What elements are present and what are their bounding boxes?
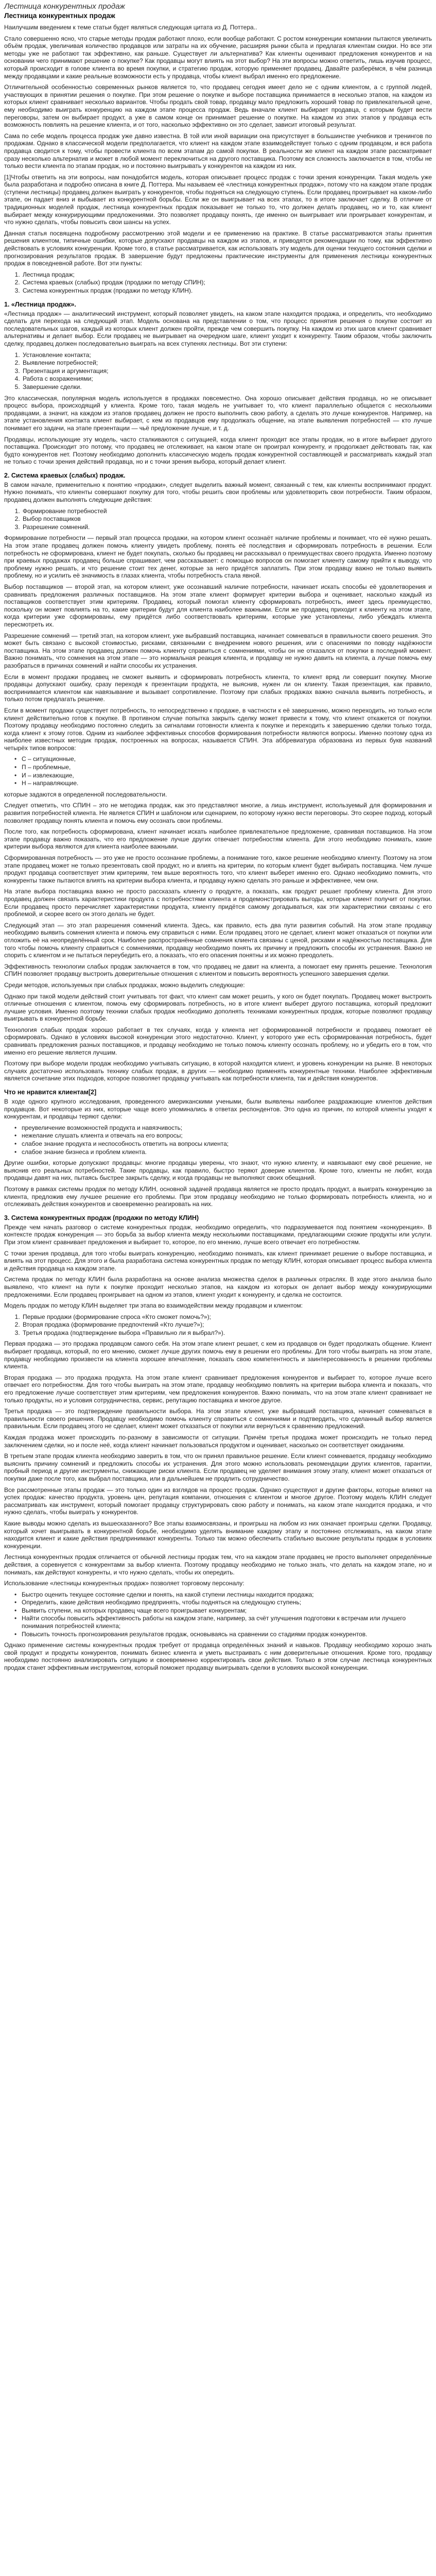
section-heading: Что не нравится клиентам[2] xyxy=(4,1089,97,1096)
paragraph: Поэтому в рамках системы продаж по методу КЛИН, основной задачей продавца является не просто продать продукт, а выиграть конкуренцию за клиента, предложив ему лучшее решение его проблемы. При этом продавцу необходимо не только формировать потребность клиента, но и отслеживать действия конкурентов и своевременно реагировать на них. xyxy=(4,1185,432,1208)
bulleted-list xyxy=(4,755,432,787)
list-item: 1. Первые продажи (формирование спроса «Кто сможет помочь?»); xyxy=(22,1313,432,1321)
list-item: 2. Выбор поставщиков xyxy=(22,515,432,523)
paragraph: Данная статья посвящена подробному рассмотрению этой модели и ее применению на практике. В статье рассматриваются этапы принятия решения клиентом, типичные ошибки, которые допускают продавцы на каждом из этапов, и приводятся рекомендации по тому, как эффективно действовать в условиях конкуренции. Кроме того, в статье рассматривается, как использовать эту модель для оценки текущего состояния сделки и прогнозирования результатов продаж. В завершение будут предложены практические инструменты для применения лестницы конкурентных продаж в повседневной работе. Вот эти пункты: xyxy=(4,229,432,267)
paragraph: Разрешение сомнений — третий этап, на котором клиент, уже выбравший поставщика, начинает сомневаться в правильности своего решения. Это может быть связано с высокой стоимостью, рисками, связанными с внедрением нового решения, или с опасениями по поводу надёжности поставщика. На этом этапе продавец должен помочь клиенту справиться с сомнениями, чтобы он не отказался от покупки в последний момент. Важно понимать, что сомнения на этом этапе — это нормальная реакция клиента, и продавцу не нужно давить на клиента, а лучше помочь ему разобраться в причинах сомнений и найти способы их устранения. xyxy=(4,632,432,669)
paragraph: Отличительной особенностью современных рынков является то, что продавец сегодня имеет дело не с одним клиентом, а с группой людей, участвующих в принятии решения о покупке. При этом решение о покупке и выборе поставщика принимается в несколько этапов, на каждом из которых клиент сравнивает несколько вариантов. Чтобы продать свой товар, продавцу мало предложить хороший товар по привлекательной цене, ему необходимо выиграть конкуренцию на каждом этапе процесса продаж. Ведь вначале клиент выбирает продавца, с которым будет вести переговоры, затем он выбирает продукт, а уже в самом конце он принимает решение о покупке. На каждом из этих этапов у продавца есть возможность повлиять на решение клиента, и от того, насколько эффективно он это сделает, зависит итоговый результат. xyxy=(4,83,432,129)
list-item: • нежелание слушать клиента и отвечать на его вопросы; xyxy=(22,1132,432,1140)
list-item: • Выявить ступени, на которых продавец чаще всего проигрывает конкурентам; xyxy=(22,1607,432,1615)
paragraph: Однако применение системы конкурентных продаж требует от продавца определённых знаний и навыков. Продавцу необходимо хорошо знать свой продукт и продукты конкурентов, понимать бизнес клиента и уметь выстраивать с ним доверительные отношения. Кроме того, продавцу необходимо постоянно анализировать ситуацию и своевременно корректировать свои действия. Только в этом случае лестница конкурентных продаж станет эффективным инструментом, который поможет продавцу выигрывать сделки в условиях высокой конкуренции. xyxy=(4,1641,432,1672)
section-heading: 1. «Лестница продаж». xyxy=(4,300,76,308)
list-item: 1. Лестница продаж; xyxy=(22,271,432,279)
paragraph: Лестница конкурентных продаж отличается от обычной лестницы продаж тем, что на каждом этапе продавец не просто выполняет определённые действия, а соревнуется с конкурентами за выбор клиента. Поэтому продавцу необходимо не только знать, что делать на каждом этапе, но и понимать, как действуют конкуренты, и что нужно сделать, чтобы их опередить. xyxy=(4,1553,432,1576)
paragraph: Если в момент продажи продавец не сможет выявить и сформировать потребность клиента, то клиент вряд ли совершит покупку. Многие продавцы допускают ошибку, сразу переходя к презентации продукта, не выяснив, нужен ли он клиенту. Такая презентация, как правило, воспринимается клиентом как навязывание и вызывает сопротивление. Поэтому при слабых продажах важно сначала выявить потребность, и только потом предлагать решение. xyxy=(4,673,432,703)
paragraph: Система продаж по методу КЛИН была разработана на основе анализа множества сделок в различных отраслях. В ходе этого анализа было выявлено, что клиент на пути к покупке проходит несколько этапов, на каждом из которых он делает выбор между конкурирующими предложениями. Если продавец проигрывает на одном из этапов, клиент уходит к конкуренту, и сделка не состоится. xyxy=(4,1276,432,1298)
paragraph: Другие ошибки, которые допускают продавцы: многие продавцы уверены, что знают, что нужно клиенту, и навязывают ему своё решение, не выяснив его реальных потребностей. Такие продавцы, как правило, быстро теряют доверие клиентов. Кроме того, клиенты не любят, когда продавцы давят на них, пытаясь быстрее закрыть сделку, и когда продавцы не выполняют своих обещаний. xyxy=(4,1159,432,1182)
paragraph: В третьем этапе продаж клиента необходимо заверить в том, что он принял правильное решение. Если клиент сомневается, продавцу необходимо выяснить причину сомнений и предложить способы их устранения. Для этого можно использовать рекомендации других клиентов, гарантии, пробный период и другие инструменты, снижающие риски клиента. Если продавец не уделяет внимания этому этапу, клиент может отказаться от покупки даже после того, как выбрал поставщика, или в дальнейшем не продлить сотрудничество. xyxy=(4,1452,432,1482)
list-item: • Повысить точность прогнозирования результатов продаж, основываясь на сравнении со стадиями продаж конкурентов. xyxy=(22,1631,432,1638)
paragraph: Эффективность технологии слабых продаж заключается в том, что продавец не давит на клиента, а помогает ему принять решение. Технология СПИН позволяет продавцу выстроить доверительные отношения с клиентом и повысить вероятность успешного завершения сделки. xyxy=(4,962,432,978)
numbered-list xyxy=(4,351,432,391)
list-item: • П – проблемные, xyxy=(22,764,432,771)
paragraph: Первая продажа — это продажа продавцом самого себя. На этом этапе клиент решает, с кем из продавцов он будет продолжать общение. Клиент выбирает продавца, который, по его мнению, сможет лучше других помочь ему в решении его проблемы. Для того чтобы выиграть на этом этапе, продавцу необходимо произвести на клиента хорошее впечатление, показать свою компетентность и заинтересованность в решении проблемы клиента. xyxy=(4,1340,432,1370)
article-body xyxy=(4,24,432,1672)
bulleted-list xyxy=(4,1124,432,1156)
paragraph: На этапе выбора поставщика важно не просто рассказать клиенту о продукте, а показать, как продукт решает проблему клиента. Для этого продавец должен связать характеристики продукта с потребностями клиента и продемонстрировать выгоды, которые клиент получит от покупки. Если продавец просто перечисляет характеристики продукта, клиенту придётся самому догадываться, как эти характеристики связаны с его проблемой, и скорее всего он этого делать не будет. xyxy=(4,888,432,918)
numbered-list xyxy=(4,271,432,295)
document-title: Лестница конкурентных продаж xyxy=(4,2,125,11)
list-item: • Быстро оценить текущее состояние сделки и понять, на какой ступени лестницы находится продажа; xyxy=(22,1591,432,1599)
paragraph: Среди методов, используемых при слабых продажах, можно выделить следующие: xyxy=(4,981,245,989)
paragraph: Прежде чем начать разговор о системе конкурентных продаж, необходимо определить, что подразумевается под понятием «конкуренция». В контексте продаж конкуренция — это борьба за выбор клиента между несколькими поставщиками, предлагающими схожие продукты или услуги. При этом клиент сравнивает предложения и выбирает то, которое, по его мнению, лучше всего отвечает его потребностям. xyxy=(4,1223,432,1246)
section-heading: 3. Система конкурентных продаж (продажи по методу КЛИН) xyxy=(4,1214,199,1222)
list-item: • слабое знание продукта и неспособность ответить на вопросы клиента; xyxy=(22,1140,432,1148)
paragraph: Модель продаж по методу КЛИН выделяет три этапа во взаимодействии между продавцом и клиентом: xyxy=(4,1302,303,1310)
paragraph: Следует отметить, что СПИН – это не методика продаж, как это представляют многие, а лишь инструмент, используемый для формирования и развития потребностей клиента. Не является СПИН и шаблоном или сценарием, по которому нужно вести переговоры. Это скорее подход, который позволяет продавцу понять клиента и помочь ему осознать свои проблемы. xyxy=(4,802,432,824)
list-item: • Н – направляющие. xyxy=(22,779,432,787)
list-item: 3. Разрешение сомнений. xyxy=(22,523,432,531)
list-item: • слабое знание бизнеса и проблем клиента. xyxy=(22,1148,432,1156)
numbered-list xyxy=(4,1313,432,1337)
list-item: • Найти способы повысить эффективность работы на каждом этапе, например, за счёт улучшения подготовки к встречам или лучшего понимания потребностей клиента; xyxy=(22,1615,432,1630)
paragraph: После того, как потребность сформирована, клиент начинает искать наиболее привлекательное предложение, сравнивая поставщиков. На этом этапе продавцу важно показать, что его предложение лучше других отвечает потребностям клиента. Для этого необходимо понимать, какие критерии выбора являются для клиента наиболее важными. xyxy=(4,828,432,851)
list-item: 1. Формирование потребностей xyxy=(22,507,432,515)
list-item: 2. Выявление потребностей; xyxy=(22,359,432,367)
list-item: 4. Работа с возражениями; xyxy=(22,375,432,383)
list-item: 2. Система краевых (слабых) продаж (продажи по методу СПИН); xyxy=(22,279,432,286)
paragraph: В ходе одного крупного исследования, проведенного американскими учеными, были выявлены наиболее раздражающие клиентов действия продавцов. Вот некоторые из них, которые чаще всего упоминались в ответах респондентов. Это одна из причин, по которой клиенты уходят к конкурентам, и продавцы теряют сделки: xyxy=(4,1098,432,1121)
paragraph: Технология слабых продаж хорошо работает в тех случаях, когда у клиента нет сформированной потребности и продавец помогает её сформировать. Однако в условиях высокой конкуренции этого недостаточно. Клиент, у которого уже есть сформированная потребность, будет сравнивать предложения разных поставщиков, и продавцу необходимо не только помочь клиенту осознать проблему, но и убедить его в том, что именно его решение является лучшим. xyxy=(4,1026,432,1056)
paragraph: [1]Чтобы ответить на эти вопросы, нам понадобится модель, которая описывает процесс продаж с точки зрения конкуренции. Такая модель уже была разработана и подробно описана в книге Д. Поттера. Мы называем её «лестница конкурентных продаж», потому что на каждом этапе продаж (ступени лестницы) продавец должен выиграть у конкурентов, чтобы подняться на следующую ступень. Если продавец проигрывает на каком-либо этапе, он падает вниз и выбывает из конкурентной борьбы. Если же он выигрывает на всех этапах, то в итоге заключает сделку. В отличие от традиционных моделей продаж, лестница конкурентных продаж показывает не только то, что должен делать продавец, но и то, как клиент выбирает между конкурирующими предложениями. Это позволяет продавцу понять, где именно он выигрывает или проигрывает конкурентам, и что нужно сделать, чтобы повысить свои шансы на успех. xyxy=(4,173,432,226)
paragraph: С точки зрения продавца, для того чтобы выиграть конкуренцию, необходимо понимать, как клиент принимает решение о выборе поставщика, и влиять на этот процесс. Для этого и была разработана система конкурентных продаж по методу КЛИН, которая описывает процесс выбора клиента и действия продавца на каждом этапе. xyxy=(4,1249,432,1272)
list-item: • Определить, какие действия необходимо предпринять, чтобы подняться на следующую ступень; xyxy=(22,1599,432,1606)
paragraph: Выбор поставщиков — второй этап, на котором клиент, уже осознавший наличие потребности, начинает искать способы её удовлетворения и сравнивать предложения различных поставщиков. На этом этапе клиент формирует критерии выбора и оценивает, насколько каждый из поставщиков соответствует этим критериям. Продавец, который помогал клиенту сформировать потребность, имеет здесь преимущество, поскольку он может повлиять на то, какие критерии будут для клиента наиболее важными. Если же продавец приходит к клиенту на этом этапе, когда критерии уже сформированы, ему придётся либо соответствовать критериям, которые уже установлены, либо убеждать клиента пересмотреть их. xyxy=(4,583,432,628)
list-item: 3. Презентация и аргументация; xyxy=(22,367,432,375)
list-item: 2. Вторая продажа (формирование предпочтений «Кто лучше?»); xyxy=(22,1321,432,1329)
paragraph: Формирование потребности — первый этап процесса продажи, на котором клиент осознаёт наличие проблемы и понимает, что её нужно решать. На этом этапе продавец должен помочь клиенту увидеть проблему, понять её последствия и сформировать потребность в решении. Если потребность не сформирована, клиент не будет покупать, сколько бы продавец ни рассказывал о преимуществах своего продукта. Именно поэтому при краевых продажах продавец больше спрашивает, чем рассказывает: с помощью вопросов он помогает клиенту самому прийти к выводу, что проблему нужно решать, и что решение стоит тех денег, которые за него придётся заплатить. При этом продавцу важно не только выявить проблему, но и усилить её значимость в глазах клиента, чтобы потребность стала явной. xyxy=(4,534,432,580)
list-item: • С – ситуационные, xyxy=(22,755,432,763)
paragraph: Сама по себе модель процесса продаж уже давно известна. В той или иной вариации она присутствует в большинстве учебников и тренингов по продажам. Однако в классической модели предполагается, что клиент на каждом этапе взаимодействует только с одним продавцом, и вся работа продавца сводится к тому, чтобы провести клиента по всем этапам до самой покупки. В реальности же клиент на каждом этапе рассматривает сразу несколько альтернатив и может в любой момент переключиться на другого поставщика. Поэтому вся сложность заключается в том, чтобы не только вести клиента по этапам продаж, но и постоянно выигрывать у конкурентов на каждом из них. xyxy=(4,132,432,170)
list-item: 3. Третья продажа (подтверждение выбора «Правильно ли я выбрал?»). xyxy=(22,1329,432,1337)
bulleted-list xyxy=(4,1591,432,1638)
paragraph: Использование «лестницы конкурентных продаж» позволяет торговому персоналу: xyxy=(4,1580,245,1587)
list-item: • И – извлекающие, xyxy=(22,772,432,779)
paragraph: Поэтому при выборе модели продаж необходимо учитывать ситуацию, в которой находится клиент, и уровень конкуренции на рынке. В некоторых случаях достаточно использовать технику слабых продаж, в других — необходимо применять конкурентные техники. Наиболее эффективным является сочетание этих подходов, которое позволяет продавцу учитывать как потребности клиента, так и действия конкурентов. xyxy=(4,1060,432,1082)
paragraph: «Лестница продаж» — аналитический инструмент, который позволяет увидеть, на каком этапе находится продажа, и определить, что необходимо сделать для перехода на следующий этап. Модель основана на представлении о том, что процесс принятия решения о покупке состоит из последовательных шагов, каждый из которых клиент должен пройти, прежде чем совершить покупку. На каждом из этих шагов клиент сравнивает альтернативы и делает выбор. Если продавец не выигрывает на очередном шаге, клиент уходит к конкуренту. Таким образом, чтобы заключить сделку, продавец должен последовательно выиграть на всех ступенях лестницы. Вот эти ступени: xyxy=(4,310,432,347)
paragraph: Если в момент продажи существует потребность, то непосредственно к продаже, в частности к её завершению, можно переходить, но только если клиент действительно готов к покупке. В противном случае попытка закрыть сделку может привести к тому, что клиент откажется от покупки. Поэтому продавцу необходимо постоянно следить за сигналами готовности клиента к покупке и переходить к завершению сделки только тогда, когда клиент к этому готов. Одним из наиболее эффективных способов формирования потребности являются вопросы. Именно поэтому одна из наиболее известных методик продаж, построенных на вопросах, называется СПИН. Эта аббревиатура образована из первых букв названий четырёх типов вопросов: xyxy=(4,706,432,752)
section-heading: 2. Система краевых (слабых) продаж. xyxy=(4,471,126,479)
paragraph: Вторая продажа — это продажа продукта. На этом этапе клиент сравнивает предложения конкурентов и выбирает то, которое лучше всего отвечает его потребностям. Для того чтобы выиграть на этом этапе, продавцу необходимо повлиять на критерии выбора клиента и показать, что его предложение лучше соответствует этим критериям, чем предложения конкурентов. Важно понимать, что на этом этапе клиент сравнивает не только продукты, но и условия сотрудничества, сервис, репутацию поставщика и многое другое. xyxy=(4,1374,432,1404)
list-item: • преувеличение возможностей продукта и навязчивость; xyxy=(22,1124,432,1132)
paragraph: которые задаются в определенной последовательности. xyxy=(4,790,167,798)
article-title: Лестница конкурентных продаж xyxy=(4,12,115,20)
paragraph: Все рассмотренные этапы продаж — это только один из взглядов на процесс продаж. Однако существуют и другие факторы, которые влияют на успех продаж: качество продукта, уровень цен, репутация компании, отношения с клиентом и многое другое. Поэтому модель КЛИН следует рассматривать как инструмент, который помогает продавцу структурировать свою работу и понимать, на каком этапе находится продажа, и что нужно сделать, чтобы выиграть у конкурентов. xyxy=(4,1486,432,1516)
paragraph: Стало совершенно ясно, что старые методы продаж работают плохо, если вообще работают. С ростом конкуренции компании пытаются увеличить объём продаж, увеличивая количество продавцов или затраты на их обучение, расширяя рынки сбыта и предлагая клиентам скидки. Но все эти методы уже не работают так эффективно, как раньше. Существует ли альтернатива? Как клиенты оценивают предложения конкурентов и на основании чего принимают решение о покупке? Как продавцы могут влиять на этот выбор? На эти вопросы можно ответить, лишь изучив процесс, который происходит в голове клиента во время покупки, и стратегию продаж, которую применяет продавец. Давайте разберёмся, в чём разница между продавцами и какие реальные возможности есть у продавца, чтобы клиент выбрал именно его предложение. xyxy=(4,35,432,80)
paragraph: Однако при такой модели действий стоит учитывать тот факт, что клиент сам может решить, у кого он будет покупать. Продавец может выстроить отличные отношения с клиентом, помочь ему сформировать потребность, но в итоге клиент выберет другого поставщика, который предложит лучшие условия. Именно поэтому техники слабых продаж необходимо дополнять техниками конкурентных продаж, которые позволяют продавцу выигрывать в конкурентной борьбе. xyxy=(4,992,432,1023)
numbered-list xyxy=(4,507,432,531)
paragraph: В самом начале, применительно к понятию «продажи», следует выделить важный момент, связанный с тем, как клиенты воспринимают продукт. Нужно понимать, что клиенты совершают покупку для того, чтобы решить свои проблемы или удовлетворить свои потребности. Таким образом, продавец должен выполнять следующие действия: xyxy=(4,481,432,504)
paragraph: Каждая продажа может происходить по-разному в зависимости от ситуации. Причём третья продажа может происходить не только перед заключением сделки, но и после неё, когда клиент начинает пользоваться продуктом и оценивает, насколько он соответствует ожиданиям. xyxy=(4,1434,432,1449)
paragraph: Какие выводы можно сделать из вышесказанного? Все этапы взаимосвязаны, и проигрыш на любом из них означает проигрыш сделки. Продавцу, который хочет выигрывать в конкурентной борьбе, необходимо уделять внимание каждому этапу и постоянно отслеживать, на каком этапе находится клиент и какие действия предпринимают конкуренты. Только так можно обеспечить стабильно высокие результаты продаж в условиях конкуренции. xyxy=(4,1519,432,1550)
paragraph: Сформированная потребность — это уже не просто осознание проблемы, а понимание того, какое решение необходимо клиенту. Поэтому на этом этапе продавец может не только презентовать свой продукт, но и влиять на критерии, по которым клиент будет выбирать поставщика. Чем лучше продукт продавца соответствует этим критериям, тем выше вероятность того, что клиент выберет именно его. Однако необходимо помнить, что конкуренты также пытаются влиять на критерии выбора клиента, и продавцу нужно сделать это раньше и эффективнее, чем они. xyxy=(4,854,432,884)
list-item: 1. Установление контакта; xyxy=(22,351,432,359)
list-item: 5. Завершение сделки. xyxy=(22,383,432,391)
list-item: 3. Система конкурентных продаж (продажи по методу КЛИН). xyxy=(22,287,432,295)
paragraph: Следующий этап — это этап разрешения сомнений клиента. Здесь, как правило, есть два пути развития событий. На этом этапе продавцу необходимо выявить сомнения клиента и помочь ему справиться с ними. Если продавец этого не сделает, клиент может отказаться от покупки или отложить её на неопределённый срок. Наиболее распространённые сомнения клиента связаны с ценой, рисками и надёжностью поставщика. Для того чтобы помочь клиенту справиться с сомнениями, продавцу необходимо понять их причину и предложить способы их устранения. Важно не спорить с клиентом и не пытаться переубедить его, а показать, что его опасения понятны и их можно преодолеть. xyxy=(4,921,432,959)
paragraph: Это классическая, популярная модель используется в продажах повсеместно. Она хорошо описывает действия продавца, но не описывает процесс выбора, происходящий у клиента. Кроме того, такая модель не учитывает то, что клиент параллельно общается с несколькими продавцами, а значит, на каждом из этапов продавец должен не просто выполнить свою работу, а сделать это лучше конкурентов. Например, на этапе установления контакта клиент выбирает, с кем из продавцов ему продолжать общение, на этапе выявления потребностей — кто лучше понимает его задачи, на этапе презентации — чьё предложение лучше, и т. д. xyxy=(4,394,432,432)
paragraph: Продавцы, использующие эту модель, часто сталкиваются с ситуацией, когда клиент проходит все этапы продаж, но в итоге выбирает другого поставщика. Происходит это потому, что продавец не отслеживает, на каком этапе он проиграл конкуренту, и продолжает действовать так, как будто конкурентов нет. Поэтому необходимо дополнить классическую модель продаж конкурентной составляющей и рассматривать каждый этап не только с точки зрения действий продавца, но и с точки зрения выбора, который делает клиент. xyxy=(4,435,432,466)
paragraph: Третья продажа — это подтверждение правильности выбора. На этом этапе клиент, уже выбравший поставщика, начинает сомневаться в правильности своего решения. Продавцу необходимо помочь клиенту справиться с сомнениями и подтвердить, что сделанный выбор является правильным. Если продавец этого не сделает, клиент может отказаться от покупки или вернуться к сравнению предложений. xyxy=(4,1408,432,1430)
paragraph: Наилучшим введением к теме статьи будет являться следующая цитата из Д. Поттера.. xyxy=(4,24,257,31)
